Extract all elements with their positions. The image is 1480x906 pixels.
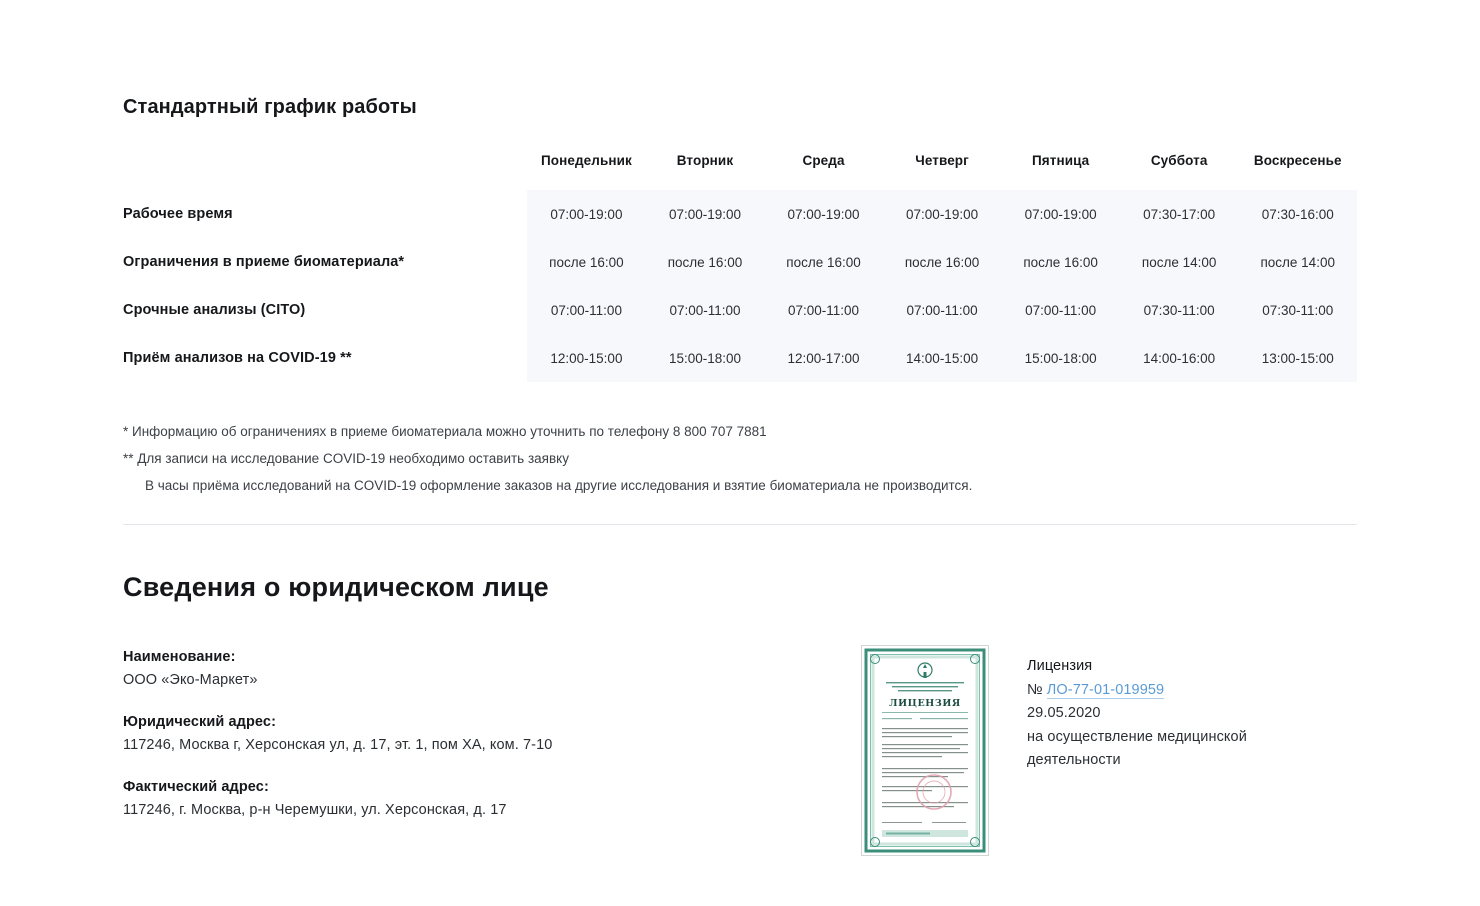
cell-cito-friday: 07:00-11:00 [1001,286,1120,334]
column-header-tuesday: Вторник [676,153,734,168]
cell-covid-wednesday: 12:00-17:00 [764,334,883,382]
column-header-friday: Пятница [1031,153,1090,168]
cell-covid-tuesday: 15:00-18:00 [646,334,765,382]
field-actual-address-label: Фактический адрес: [123,779,269,795]
cell-covid-thursday: 14:00-15:00 [883,334,1002,382]
field-name-label: Наименование: [123,649,236,665]
column-header-thursday: Четверг [915,153,969,168]
cell-restrictions-tuesday: после 16:00 [646,238,765,286]
field-actual-address [123,779,823,818]
row-label-cito: Срочные анализы (CITO) [123,286,527,334]
table-row [123,334,1357,382]
cell-working-hours-saturday: 07:30-17:00 [1120,190,1239,238]
svg-text:ЛИЦЕНЗИЯ: ЛИЦЕНЗИЯ [889,698,961,709]
cell-restrictions-monday: после 16:00 [527,238,646,286]
table-row [123,190,1357,238]
cell-working-hours-thursday: 07:00-19:00 [883,190,1002,238]
cell-working-hours-tuesday: 07:00-19:00 [646,190,765,238]
cell-restrictions-thursday: после 16:00 [883,238,1002,286]
table-row [123,238,1357,286]
license-certificate-thumbnail[interactable] [861,645,989,856]
legal-entity-body [123,649,1357,818]
cell-cito-sunday: 07:30-11:00 [1238,286,1357,334]
column-header-monday: Понедельник [540,153,632,168]
license-date: 29.05.2020 [1027,705,1101,721]
field-actual-address-value: 117246, г. Москва, р-н Черемушки, ул. Херсонская, д. 17 [123,802,507,818]
note-covid-appointment: ** Для записи на исследование COVID-19 необходимо оставить заявку [123,451,569,466]
cell-covid-sunday: 13:00-15:00 [1238,334,1357,382]
cell-working-hours-monday: 07:00-19:00 [527,190,646,238]
row-label-working-hours: Рабочее время [123,190,527,238]
field-legal-address-value: 117246, Москва г, Херсонская ул, д. 17, эт. 1, пом ХА, ком. 7-10 [123,737,553,753]
table-header-row [123,153,1357,190]
cell-restrictions-friday: после 16:00 [1001,238,1120,286]
cell-restrictions-saturday: после 14:00 [1120,238,1239,286]
field-legal-address-label: Юридический адрес: [123,714,277,730]
cell-covid-monday: 12:00-15:00 [527,334,646,382]
cell-working-hours-sunday: 07:30-16:00 [1238,190,1357,238]
cell-cito-monday: 07:00-11:00 [527,286,646,334]
license-info [1027,645,1307,772]
legal-entity-section [123,572,1357,818]
field-name-value: ООО «Эко-Маркет» [123,672,258,688]
section-divider [123,524,1357,525]
table-row [123,286,1357,334]
legal-fields [123,649,823,818]
cell-cito-thursday: 07:00-11:00 [883,286,1002,334]
license-block [861,645,1307,856]
license-description: на осуществление медицинской деятельности [1027,729,1247,768]
license-number-row [1027,679,1307,702]
note-covid-hours: В часы приёма исследований на COVID-19 оформление заказов на другие исследования и взятие биоматериала не производится. [145,478,973,493]
note-biomaterial-phone: * Информацию об ограничениях в приеме биоматериала можно уточнить по телефону 8 800 707 7881 [123,424,767,439]
column-header-saturday: Суббота [1150,153,1208,168]
schedule-table [123,153,1357,382]
table-corner-cell [123,153,527,190]
cell-working-hours-friday: 07:00-19:00 [1001,190,1120,238]
column-header-wednesday: Среда [802,153,845,168]
cell-working-hours-wednesday: 07:00-19:00 [764,190,883,238]
license-number-link[interactable]: ЛО-77-01-019959 [1046,682,1165,698]
cell-covid-saturday: 14:00-16:00 [1120,334,1239,382]
page-title: Стандартный график работы [123,96,417,118]
schedule-notes [123,418,1357,499]
field-legal-address [123,714,823,753]
row-label-biomaterial-restrictions: Ограничения в приеме биоматериала* [123,238,527,286]
cell-cito-tuesday: 07:00-11:00 [646,286,765,334]
license-number-prefix: № [1027,682,1043,698]
license-title: Лицензия [1027,658,1093,674]
cell-cito-saturday: 07:30-11:00 [1120,286,1239,334]
cell-covid-friday: 15:00-18:00 [1001,334,1120,382]
cell-cito-wednesday: 07:00-11:00 [764,286,883,334]
schedule-section [123,96,1357,499]
cell-restrictions-wednesday: после 16:00 [764,238,883,286]
column-header-sunday: Воскресенье [1253,153,1342,168]
cell-restrictions-sunday: после 14:00 [1238,238,1357,286]
row-label-covid: Приём анализов на COVID-19 ** [123,334,527,382]
legal-entity-title: Сведения о юридическом лице [123,572,549,602]
field-name [123,649,823,688]
